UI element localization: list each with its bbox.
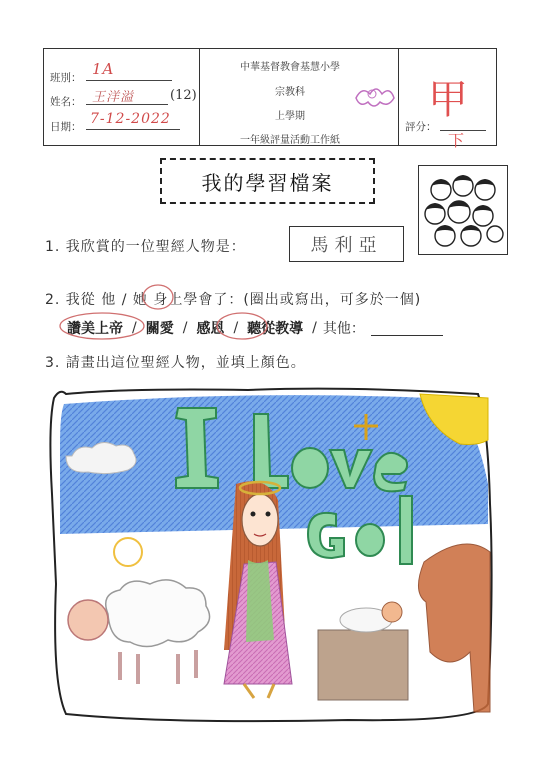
header-divider <box>199 49 200 145</box>
grade-submark: 下 <box>448 131 465 150</box>
subject: 宗教科 <box>275 87 305 98</box>
class-label: 班別： <box>50 72 82 84</box>
other-label: 其他： <box>322 321 365 337</box>
score-label: 評分： <box>405 121 437 133</box>
name-value: 王洋溢 <box>92 90 135 105</box>
option-separator: / <box>233 320 239 336</box>
option-separator: / <box>132 320 137 336</box>
circle-mark-icon <box>214 310 270 342</box>
circle-mark-icon <box>56 310 152 342</box>
name-number: (12) <box>170 88 197 103</box>
option-separator: / <box>312 320 317 336</box>
question-1: 1. 我欣賞的一位聖經人物是： <box>45 239 246 255</box>
option-gratitude[interactable]: 感恩 <box>196 321 225 337</box>
question-2: 2. 我從 他 / 她 身上學會了：(圈出或寫出，可多於一個) <box>45 292 422 308</box>
option-obey[interactable]: 聽從教導 <box>247 321 304 337</box>
date-value: 7-12-2022 <box>90 111 171 127</box>
teacher-stamp-icon <box>350 80 400 110</box>
option-care[interactable]: 關愛 <box>145 321 174 337</box>
q1-answer-box[interactable]: 馬利亞 <box>289 226 404 262</box>
drawing-text-line1 <box>0 0 1 1</box>
children-picture <box>418 165 508 255</box>
grade-mark: 甲 <box>428 77 468 123</box>
page-title: 我的學習檔案 <box>160 158 375 204</box>
class-value: 1A <box>92 60 115 78</box>
student-drawing <box>48 384 494 724</box>
option-praise-god[interactable]: 讚美上帝 <box>67 321 123 337</box>
date-underline <box>86 129 180 130</box>
circle-mark-icon <box>140 282 176 312</box>
date-label: 日期： <box>50 121 82 133</box>
question-3: 3. 請畫出這位聖經人物，並填上顏色。 <box>45 355 306 371</box>
class-underline <box>86 80 172 81</box>
worksheet-title: 一年級評量活動工作紙 <box>240 135 340 146</box>
other-field[interactable] <box>371 321 443 336</box>
school-name: 中華基督教會基慧小學 <box>240 62 340 73</box>
option-separator: / <box>182 320 188 336</box>
name-label: 姓名： <box>50 96 82 108</box>
term: 上學期 <box>275 111 305 122</box>
